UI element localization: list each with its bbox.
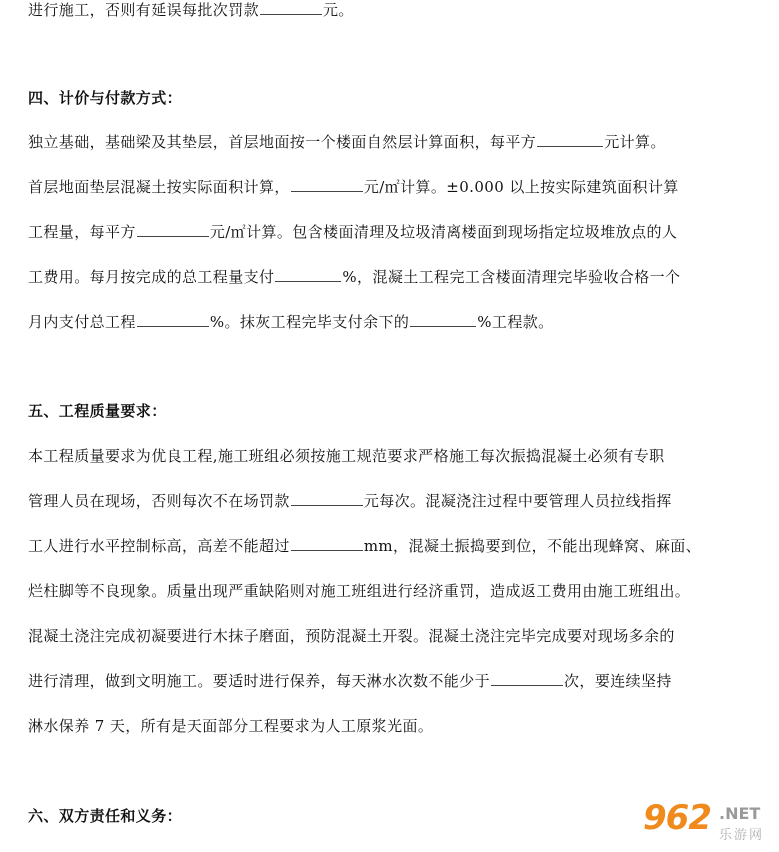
text-segment: 工费用。每月按完成的总工程量支付 bbox=[28, 268, 275, 286]
section-heading-pricing: 四、计价与付款方式： bbox=[28, 89, 183, 107]
text-line bbox=[28, 222, 677, 242]
fill-blank[interactable] bbox=[275, 267, 341, 282]
text-segment: mm，混凝土振捣要到位，不能出现蜂窝、麻面、 bbox=[363, 537, 702, 555]
text-segment: 首层地面垫层混凝土按实际面积计算， bbox=[28, 178, 290, 196]
text-segment: 管理人员在现场，否则每次不在场罚款 bbox=[28, 492, 290, 510]
watermark-domain: .NET bbox=[719, 804, 761, 823]
text-line bbox=[28, 267, 680, 287]
text-segment: %。抹灰工程完毕支付余下的 bbox=[209, 313, 410, 331]
text-segment: 次，要连续坚持 bbox=[564, 672, 672, 690]
text-line: 淋水保养 7 天，所有是天面部分工程要求为人工原浆光面。 bbox=[28, 717, 434, 735]
fill-blank[interactable] bbox=[260, 0, 322, 15]
text-line: 烂柱脚等不良现象。质量出现严重缺陷则对施工班组进行经济重罚，造成返工费用由施工班组出。 bbox=[28, 582, 691, 600]
text-segment: 元。 bbox=[323, 1, 354, 19]
text-line-penalty bbox=[28, 0, 354, 20]
text-segment: 元/㎡计算。±0.000 以上按实际建筑面积计算 bbox=[363, 178, 679, 196]
fill-blank[interactable] bbox=[137, 312, 209, 327]
text-line: 混凝土浇注完成初凝要进行木抹子磨面，预防混凝土开裂。混凝土浇注完毕完成要对现场多余的 bbox=[28, 627, 675, 645]
fill-blank[interactable] bbox=[491, 671, 563, 686]
text-segment: 进行施工，否则有延误每批次罚款 bbox=[28, 1, 260, 19]
text-line bbox=[28, 671, 672, 691]
text-segment: 进行清理，做到文明施工。要适时进行保养，每天淋水次数不能少于 bbox=[28, 672, 491, 690]
text-line bbox=[28, 177, 679, 197]
watermark-site-name: 乐游网 bbox=[719, 828, 765, 843]
text-segment: 独立基础，基础梁及其垫层，首层地面按一个楼面自然层计算面积，每平方 bbox=[28, 133, 537, 151]
watermark-number: 962 bbox=[643, 798, 711, 838]
section-heading-quality: 五、工程质量要求： bbox=[28, 402, 167, 420]
section-heading-responsibilities: 六、双方责任和义务： bbox=[28, 807, 183, 825]
text-segment: 月内支付总工程 bbox=[28, 313, 136, 331]
text-segment: 工人进行水平控制标高，高差不能超过 bbox=[28, 537, 290, 555]
text-segment: 元每次。混凝浇注过程中要管理人员拉线指挥 bbox=[363, 492, 672, 510]
watermark-logo bbox=[643, 800, 773, 848]
text-segment: %，混凝土工程完工含楼面清理完毕验收合格一个 bbox=[342, 268, 681, 286]
text-line: 本工程质量要求为优良工程,施工班组必须按施工规范要求严格施工每次振捣混凝土必须有专职 bbox=[28, 447, 665, 465]
text-segment: 工程量，每平方 bbox=[28, 223, 136, 241]
fill-blank[interactable] bbox=[137, 222, 209, 237]
text-line bbox=[28, 536, 701, 556]
fill-blank[interactable] bbox=[291, 536, 363, 551]
fill-blank[interactable] bbox=[291, 491, 363, 506]
text-line bbox=[28, 132, 666, 152]
fill-blank[interactable] bbox=[537, 132, 603, 147]
text-segment: %工程款。 bbox=[477, 313, 554, 331]
text-segment: 元/㎡计算。包含楼面清理及垃圾清离楼面到现场指定垃圾堆放点的人 bbox=[209, 223, 678, 241]
fill-blank[interactable] bbox=[410, 312, 476, 327]
text-line bbox=[28, 312, 554, 332]
fill-blank[interactable] bbox=[291, 177, 363, 192]
text-line bbox=[28, 491, 672, 511]
text-segment: 元计算。 bbox=[604, 133, 666, 151]
